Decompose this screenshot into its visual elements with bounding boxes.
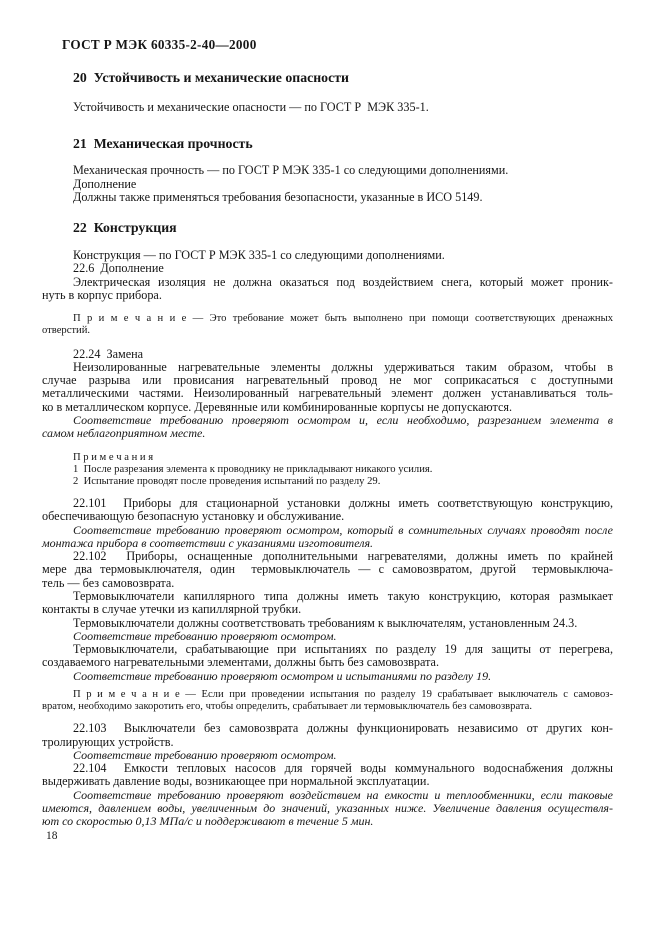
- text-line: 22.101 Приборы для стационарной установки должны иметь соответствующую конструкцию,: [73, 495, 613, 510]
- text-line: П р и м е ч а н и е — Это требование может быть выполнено при помощи соответствующих дренажных: [73, 313, 613, 325]
- text-line: 21 Механическая прочность: [73, 136, 253, 152]
- text-line: вратом, необходимо закоротить его, чтобы определить, срабатывает ли термовыключатель без самовозврата.: [42, 701, 532, 713]
- text-line: 22.102 Приборы, оснащенные дополнительными нагревателями, должны иметь по крайней: [73, 549, 613, 564]
- text-line: контакты в случае утечки из капиллярной трубки.: [42, 602, 302, 617]
- paragraph: [42, 191, 613, 204]
- compliance-paragraph: [42, 630, 613, 643]
- text-line: Должны также применяться требования безопасности, указанные в ИСО 5149.: [73, 189, 483, 204]
- text-line: Электрическая изоляция не должна оказаться под воздействием снега, который может проник-: [73, 274, 613, 289]
- text-line: металлическими частями. Неизолированный нагревательный элемент должен устанавливаться толь-: [42, 386, 613, 401]
- text-line: монтажа прибора в соответствии с указаниями изготовителя.: [42, 535, 374, 550]
- paragraph: [42, 361, 613, 414]
- compliance-paragraph: [42, 414, 613, 441]
- text-line: тролирующих устройств.: [42, 734, 174, 749]
- text-line: Соответствие требованию проверяют воздействием на емкости и теплообменники, если таковые: [73, 787, 613, 802]
- paragraph: [42, 101, 613, 114]
- text-line: Дополнение: [73, 176, 137, 191]
- text-line: Термовыключатели должны соответствовать требованиям к выключателям, установленным 24.3.: [73, 615, 578, 630]
- text-line: 20 Устойчивость и механические опасности: [73, 70, 349, 85]
- compliance-paragraph: [42, 789, 613, 829]
- text-line: ко в металлическом корпусе. Деревянные или комбинированные корпусы не допускаются.: [42, 399, 513, 414]
- text-line: выдерживать давление воды, возникающее при нормальной эксплуатации.: [42, 774, 430, 789]
- text-line: создаваемого нагревательными элементами, должны быть без самовозврата.: [42, 655, 440, 670]
- page-number: 18: [46, 830, 58, 842]
- note-paragraph: [42, 313, 613, 337]
- section-heading: [42, 220, 613, 235]
- text-line: П р и м е ч а н и я: [73, 451, 154, 463]
- text-line: Соответствие требованию проверяют осмотром и испытаниями по разделу 19.: [73, 668, 492, 683]
- note-paragraph: [42, 464, 613, 476]
- text-line: Неизолированные нагревательные элементы должны удерживаться таким образом, чтобы в: [73, 359, 613, 374]
- text-line: 2 Испытание проводят после проведения испытаний по разделу 29.: [73, 475, 381, 487]
- paragraph: [42, 590, 613, 617]
- text-line: 1 После разрезания элемента к проводнику не прикладывают никакого усилия.: [73, 463, 433, 475]
- paragraph: [42, 762, 613, 789]
- note-paragraph: [42, 452, 613, 464]
- text-line: 22.6 Дополнение: [73, 261, 164, 276]
- compliance-paragraph: [42, 670, 613, 683]
- paragraph: [42, 262, 613, 275]
- text-line: Механическая прочность — по ГОСТ Р МЭК 335-1 со следующими дополнениями.: [73, 163, 509, 178]
- paragraph: [42, 497, 613, 524]
- text-line: 22.24 Замена: [73, 346, 144, 361]
- text-line: самом неблагоприятном месте.: [42, 426, 206, 441]
- compliance-paragraph: [42, 749, 613, 762]
- paragraph: [42, 722, 613, 749]
- text-line: 22.103 Выключатели без самовозврата должны функционировать независимо от других кон-: [73, 721, 613, 736]
- text-line: Соответствие требованию проверяют осмотром и, если необходимо, разрезанием элемента в: [73, 413, 613, 428]
- compliance-paragraph: [42, 524, 613, 551]
- text-line: Соответствие требованию проверяют осмотром.: [73, 747, 337, 762]
- text-line: мере два термовыключателя, один термовыключатель — с самовозвратом, другой термовыключа-: [42, 562, 613, 577]
- text-line: отверстий.: [42, 325, 91, 337]
- text-line: тель — без самовозврата.: [42, 575, 175, 590]
- text-line: Соответствие требованию проверяют осмотром.: [73, 628, 337, 643]
- text-line: нуть в корпус прибора.: [42, 288, 162, 303]
- text-line: Термовыключатели капиллярного типа должны иметь такую конструкцию, которая размыкает: [73, 589, 613, 603]
- text-line: Конструкция — по ГОСТ Р МЭК 335-1 со следующими дополнениями.: [73, 248, 445, 263]
- document-content: [42, 50, 613, 829]
- paragraph: [42, 178, 613, 191]
- paragraph: [42, 550, 613, 590]
- text-line: Соответствие требованию проверяют осмотром, который в сомнительных случаях проводят после: [73, 522, 613, 537]
- paragraph: [42, 643, 613, 670]
- text-line: ют со скоростью 0,13 МПа/с и поддерживают в течение 5 мин.: [42, 814, 374, 829]
- text-line: случае разрыва или провисания нагревательный провод не мог соприкасаться с доступными: [42, 373, 613, 388]
- paragraph: [42, 348, 613, 361]
- text-line: 22 Конструкция: [73, 220, 177, 236]
- text-line: 22.104 Емкости тепловых насосов для горячей воды коммунального водоснабжения должны: [73, 761, 613, 776]
- section-heading: [42, 70, 613, 85]
- text-line: П р и м е ч а н и е — Если при проведении испытания по разделу 19 срабатывает выключатель с самовоз-: [73, 689, 613, 701]
- paragraph: [42, 617, 613, 630]
- note-paragraph: [42, 476, 613, 488]
- text-line: Термовыключатели, срабатывающие при испытаниях по разделу 19 для защиты от перегрева,: [73, 642, 613, 657]
- note-paragraph: [42, 689, 613, 713]
- section-heading: [42, 136, 613, 151]
- paragraph: [42, 249, 613, 262]
- text-line: имеются, давлением воды, увеличенным до значений, указанных ниже. Увеличение давления осуществля-: [42, 801, 613, 816]
- paragraph: [42, 276, 613, 303]
- text-line: Устойчивость и механические опасности — по ГОСТ Р МЭК 335-1.: [73, 100, 429, 114]
- paragraph: [42, 164, 613, 177]
- running-header: ГОСТ Р МЭК 60335-2-40—2000: [62, 37, 257, 52]
- text-line: обеспечивающую безопасную установку и обслуживание.: [42, 509, 345, 524]
